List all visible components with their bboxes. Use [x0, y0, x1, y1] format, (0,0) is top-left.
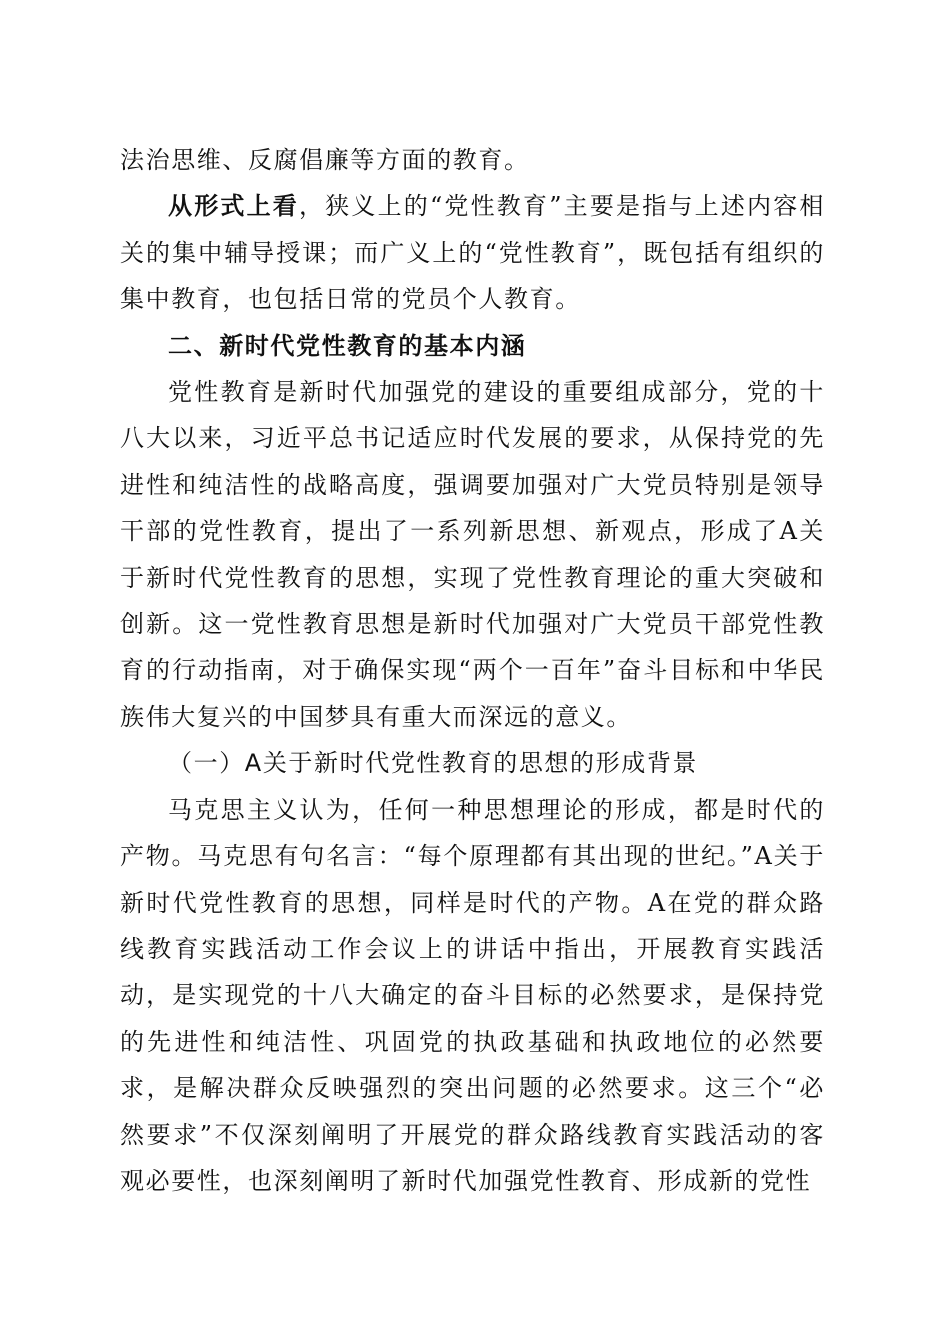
section-heading: 二、新时代党性教育的基本内涵	[168, 331, 527, 360]
document-page	[120, 137, 825, 1204]
paragraph-body-text: ，狭义上的“党性教育”主要是指与上述内容相关的集中辅导授课；而广义上的“党性教育”，既包括有组织的集中教育，也包括日常的党员个人教育。	[120, 192, 826, 314]
paragraph-formation-background: 马克思主义认为，任何一种思想理论的形成，都是时代的产物。马克思有句名言：“每个原理都有其出现的世纪。”A关于新时代党性教育的思想，同样是时代的产物。A在党的群众路线教育实践活动工作会议上的讲话中指出，开展教育实践活动，是实现党的十八大确定的奋斗目标的必然要求，是保持党的先进性和纯洁性、巩固党的执政基础和执政地位的必然要求，是解决群众反映强烈的突出问题的必然要求。这三个“必然要求”不仅深刻阐明了开展党的群众路线教育实践活动的客观必要性，也深刻阐明了新时代加强党性教育、形成新的党性	[120, 795, 825, 1195]
paragraph-form-perspective	[120, 183, 825, 322]
paragraph-education-content: 法治思维、反腐倡廉等方面的教育。	[120, 146, 530, 174]
subsection-heading: （一）A关于新时代党性教育的思想的形成背景	[168, 749, 699, 778]
paragraph-basic-connotation: 党性教育是新时代加强党的建设的重要组成部分，党的十八大以来，习近平总书记适应时代发展的要求，从保持党的先进性和纯洁性的战略高度，强调要加强对广大党员特别是领导干部的党性教育，提出了一系列新思想、新观点，形成了A关于新时代党性教育的思想，实现了党性教育理论的重大突破和创新。这一党性教育思想是新时代加强对广大党员干部党性教育的行动指南，对于确保实现“两个一百年”奋斗目标和中华民族伟大复兴的中国梦具有重大而深远的意义。	[120, 378, 825, 731]
paragraph-lead-phrase: 从形式上看	[168, 192, 299, 221]
